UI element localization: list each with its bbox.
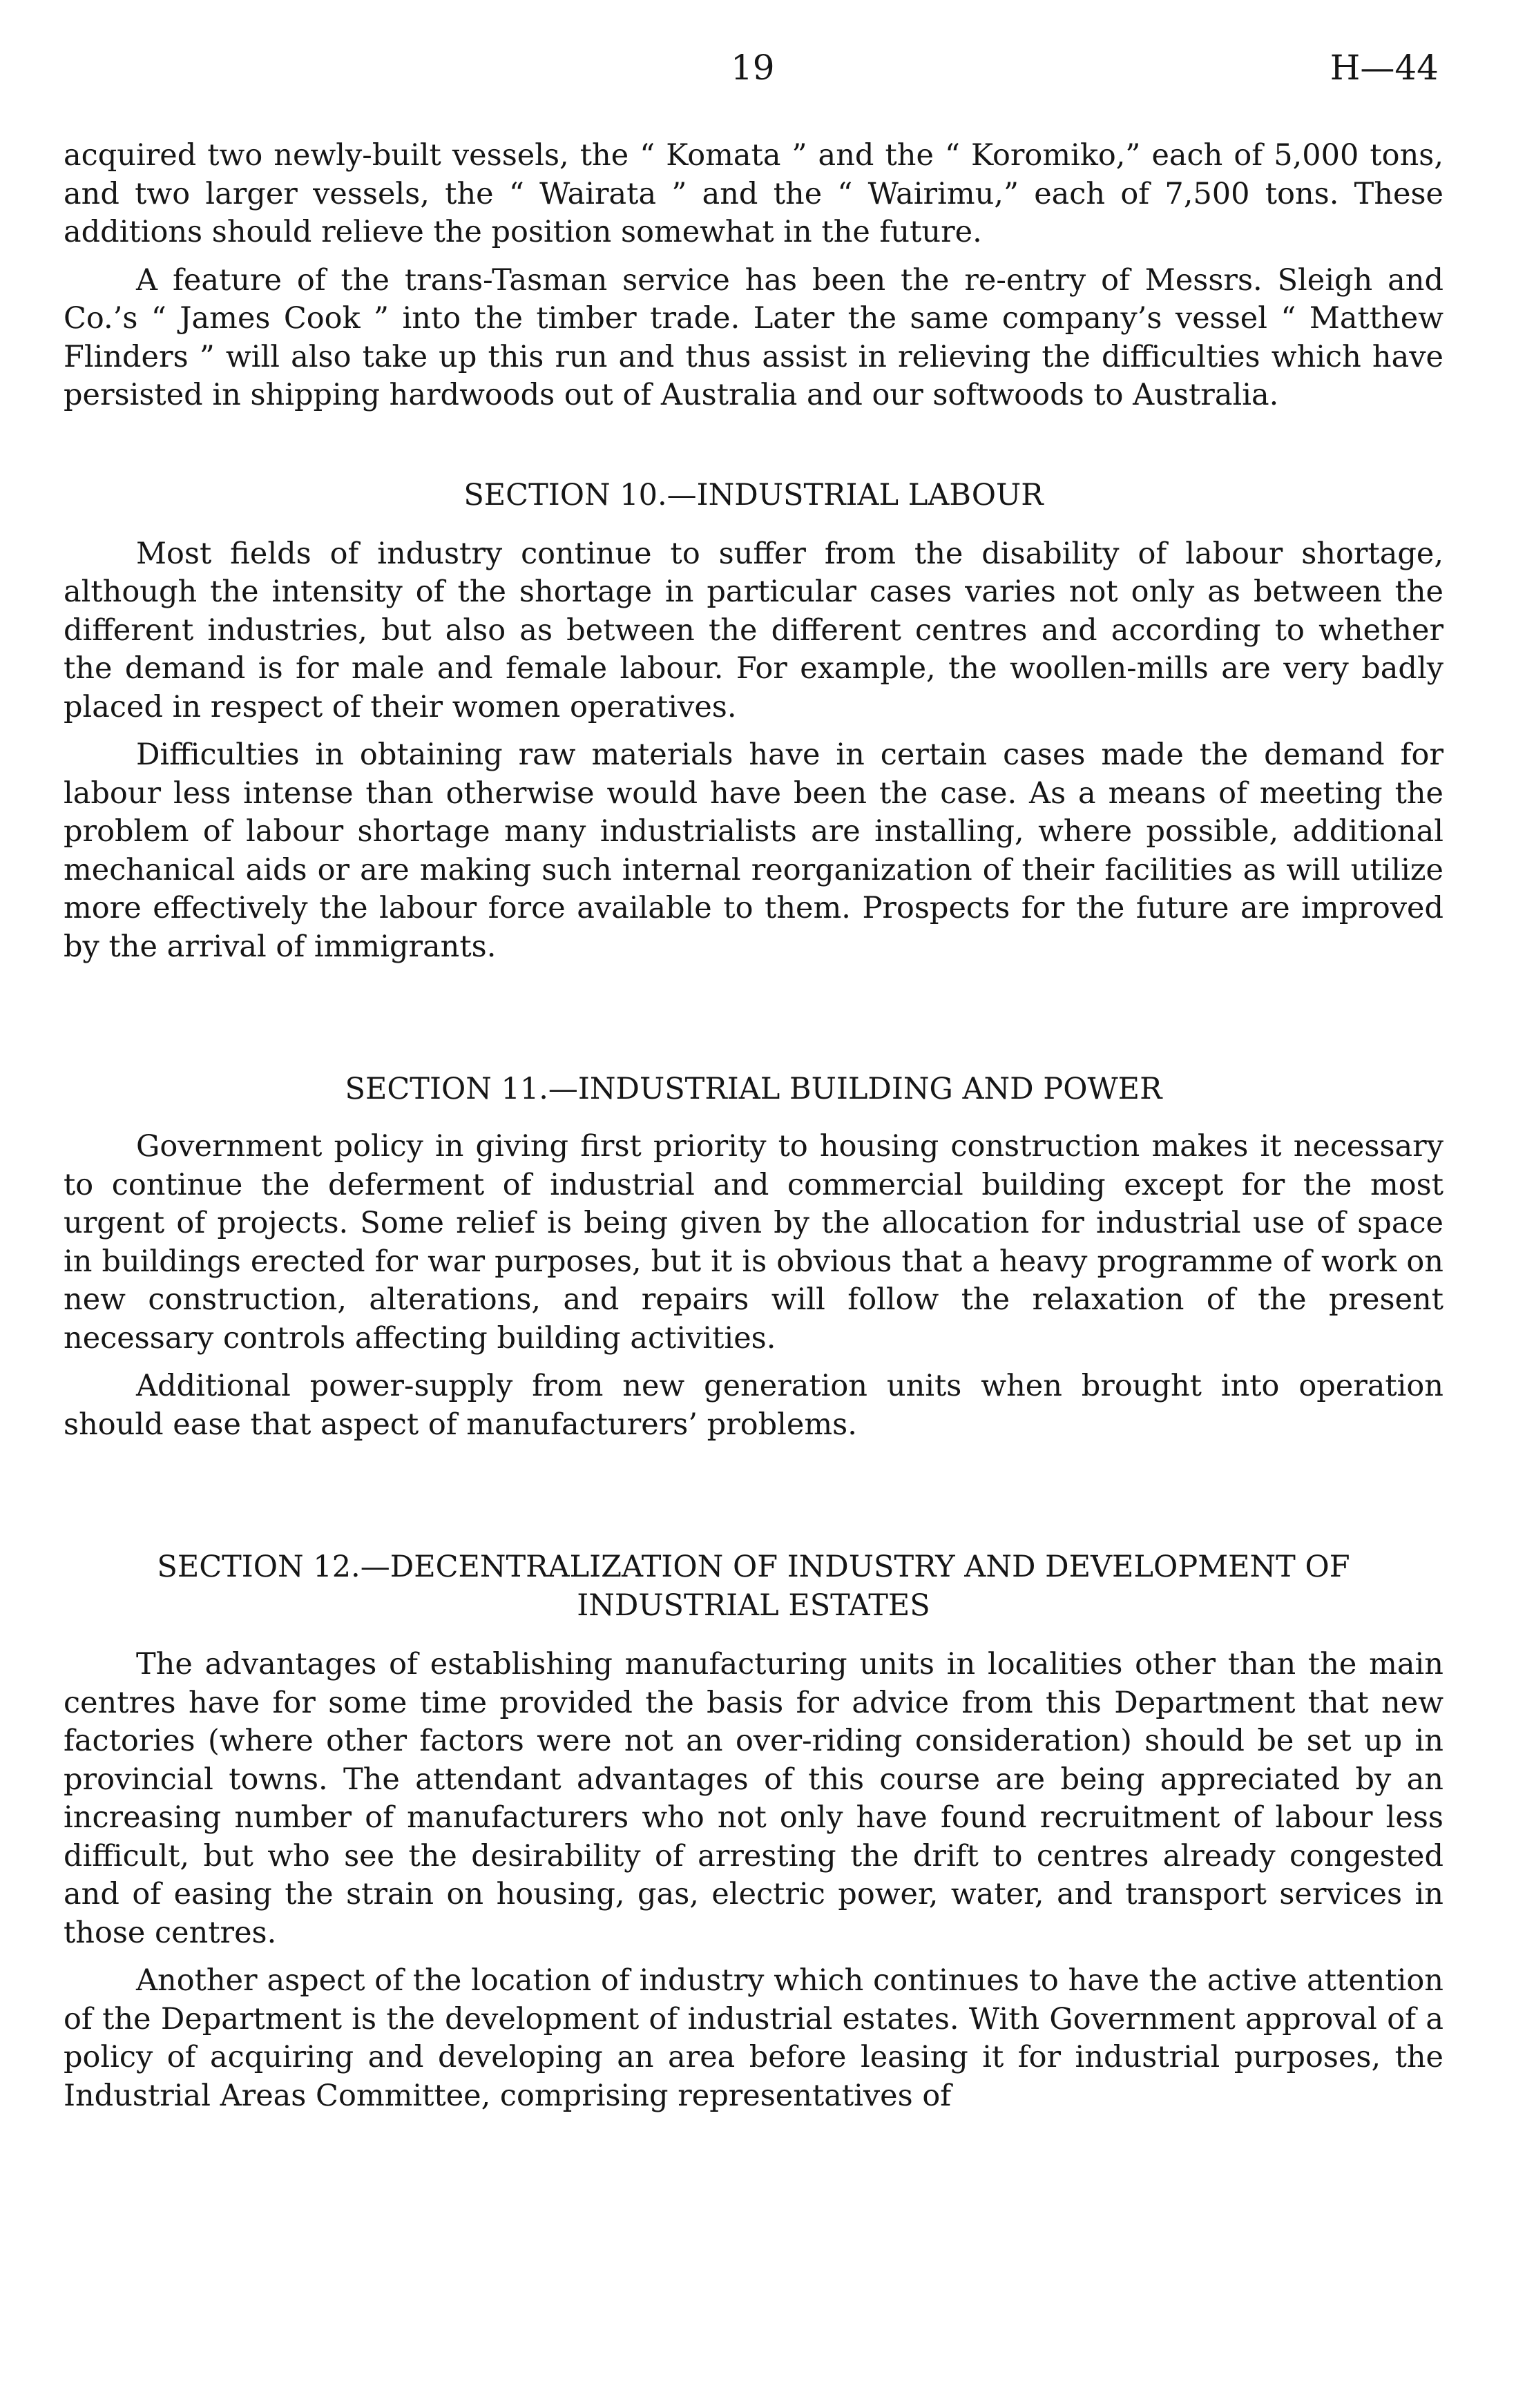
section-12-heading: [64, 1548, 1443, 1625]
section-11-heading: SECTION 11.—INDUSTRIAL BUILDING AND POWER: [345, 1072, 1162, 1106]
section-10-paragraph-2: Difficulties in obtaining raw materials have in certain cases made the demand for labour less intense than otherwise would have been the case. As a means of meeting the problem of labour shortage many industrialists are installing, where possible, additional mechanical aids or are making such internal reorganization of their facilities as will utilize more effectively the labour force available to them. Prospects for the future are improved by the arrival of immigrants.: [64, 738, 1443, 964]
page-number: 19: [731, 48, 775, 88]
intro-paragraph-1: acquired two newly-built vessels, the “ Komata ” and the “ Koromiko,” each of 5,000 tons, and two larger vessels, the “ Wairata ” and the “ Wairimu,” each of 7,500 tons. These additions should relieve the position somewhat in the future.: [64, 138, 1443, 249]
section-12-paragraph-1: The advantages of establishing manufacturing units in localities other than the main centres have for some time provided the basis for advice from this Department that new factories (where other factors were not an over-riding consideration) should be set up in provincial towns. The attendant advantages of this course are being appreciated by an increasing number of manufacturers who not only have found recruitment of labour less difficult, but who see the desirability of arresting the drift to centres already congested and of easing the strain on housing, gas, electric power, water, and transport services in those centres.: [64, 1647, 1443, 1950]
document-code: H—44: [1330, 48, 1439, 88]
page-content: [64, 137, 1443, 2125]
section-11-paragraph-1: Government policy in giving first priority to housing construction makes it necessary to continue the deferment of industrial and commercial building except for the most urgent of projects. Some relief is being given by the allocation for industrial use of space in buildings erected for war purposes, but it is obvious that a heavy programme of work on new construction, alterations, and repairs will follow the relaxation of the present necessary controls affecting building activities.: [64, 1129, 1443, 1356]
section-12-paragraph-2: Another aspect of the location of industry which continues to have the active attention of the Department is the development of industrial estates. With Government approval of a policy of acquiring and developing an area before leasing it for industrial purposes, the Industrial Areas Committee, comprising representatives of: [64, 1963, 1443, 2113]
section-11-paragraph-2: Additional power-supply from new generation units when brought into operation should ease that aspect of manufacturers’ problems.: [64, 1369, 1443, 1442]
section-10-paragraph-1: Most fields of industry continue to suffer from the disability of labour shortage, although the intensity of the shortage in particular cases varies not only as between the different industries, but also as between the different centres and according to whether the demand is for male and female labour. For example, the woollen-mills are very badly placed in respect of their women operatives.: [64, 536, 1443, 724]
section-10-heading: SECTION 10.—INDUSTRIAL LABOUR: [463, 477, 1044, 512]
section-12-heading-line-2: INDUSTRIAL ESTATES: [577, 1588, 930, 1623]
section-12-heading-line-1: SECTION 12.—DECENTRALIZATION OF INDUSTRY AND DEVELOPMENT OF: [157, 1550, 1350, 1584]
intro-paragraph-2: A feature of the trans-Tasman service has been the re-entry of Messrs. Sleigh and Co.’s “ James Cook ” into the timber trade. Later the same company’s vessel “ Matthew Flinders ” will also take up this run and thus assist in relieving the difficulties which have persisted in shipping hardwoods out of Australia and our softwoods to Australia.: [64, 262, 1443, 412]
